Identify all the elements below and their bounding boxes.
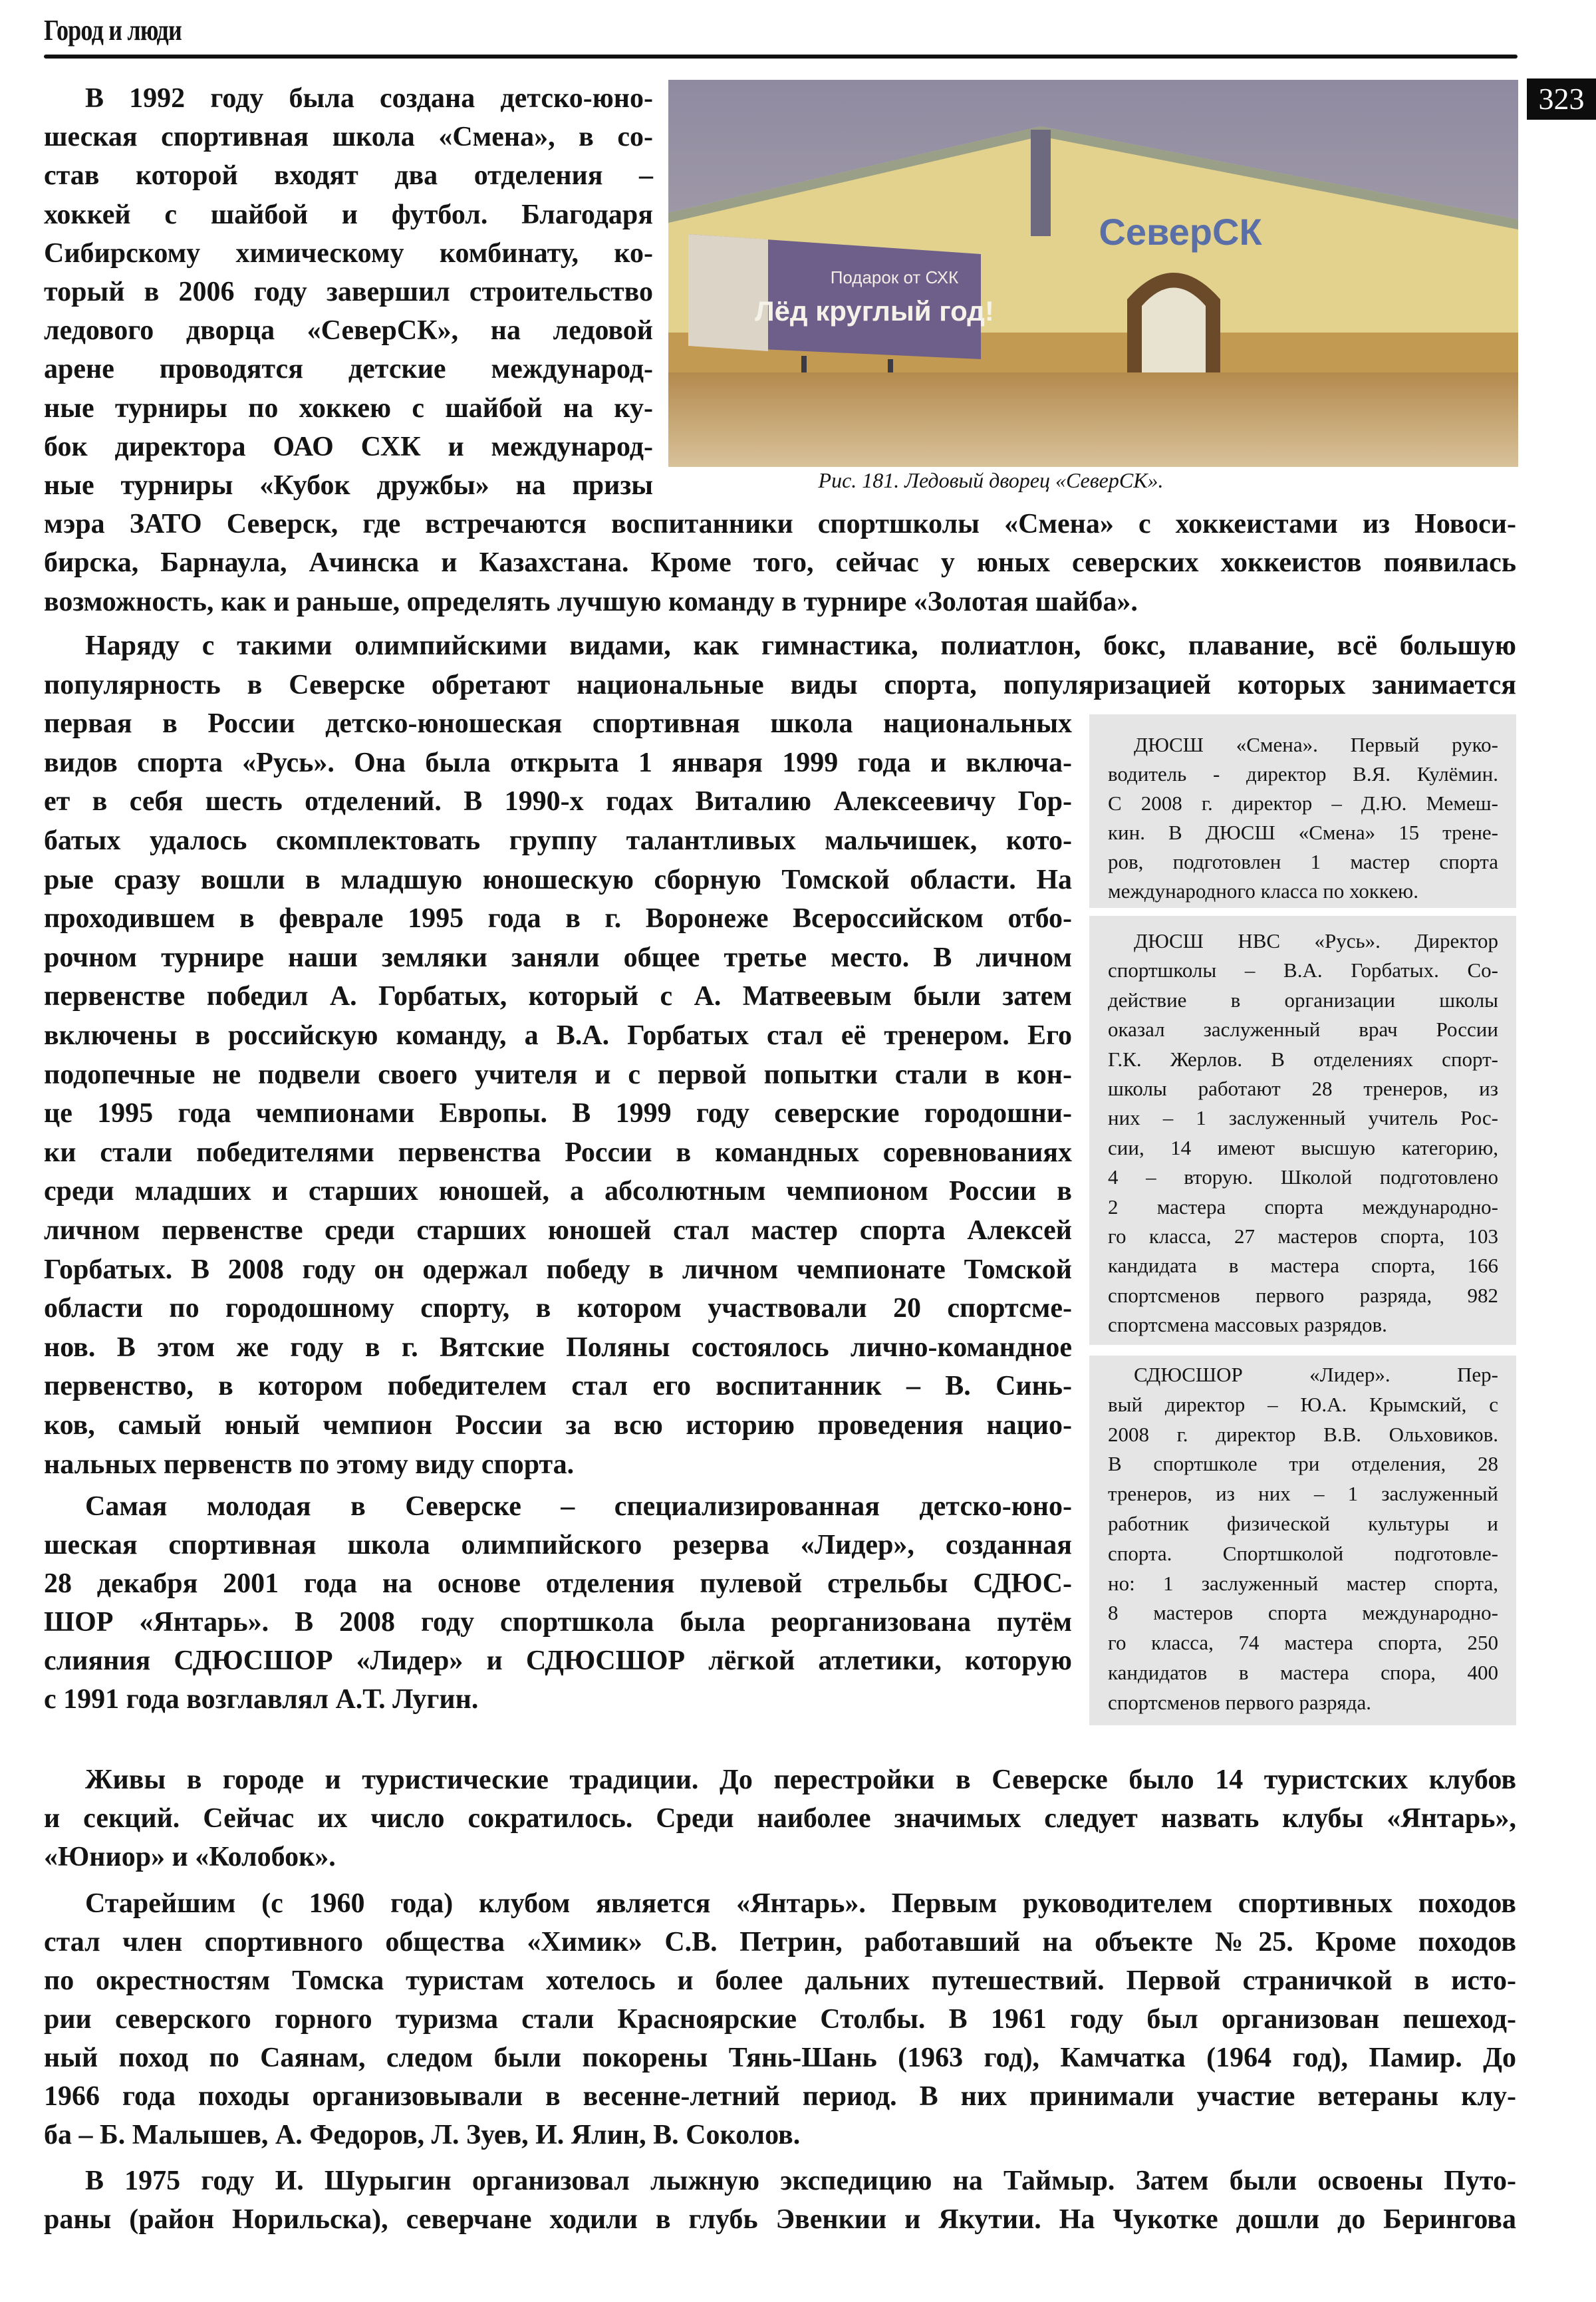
paragraph-line: первенстве победил А. Горбатых, который с А. Матвеевым были затем xyxy=(44,981,1072,1012)
sidebar-note-line: спортсмена массовых разрядов. xyxy=(1108,1313,1387,1337)
paragraph-line: видов спорта «Русь». Она была открыта 1 января 1999 года и включа- xyxy=(44,747,1072,778)
paragraph-line: ба – Б. Малышев, А. Федоров, Л. Зуев, И. Ялин, В. Соколов. xyxy=(44,2120,801,2150)
sidebar-note-line: спортсменов первого разряда, 982 xyxy=(1108,1283,1498,1307)
ice-palace-photo xyxy=(668,80,1518,467)
paragraph-line: Старейшим (с 1960 года) клубом является «Янтарь». Первым руководителем спортивных походов xyxy=(85,1888,1516,1919)
paragraph-line: нальных первенств по этому виду спорта. xyxy=(44,1449,575,1480)
sidebar-note-line: них – 1 заслуженный учитель Рос- xyxy=(1108,1106,1498,1130)
paragraph-line: В 1992 году была создана детско-юно- xyxy=(85,83,653,114)
paragraph-line: бирска, Барнаула, Ачинска и Казахстана. Кроме того, сейчас у юных северских хоккеистов появилась xyxy=(44,547,1516,579)
paragraph-line: Наряду с такими олимпийскими видами, как гимнастика, полиатлон, бокс, плавание, всё большую xyxy=(85,631,1516,661)
sidebar-note-line: сии, 14 имеют высшую категорию, xyxy=(1108,1135,1498,1159)
sidebar-note-line: водитель - директор В.Я. Кулёмин. xyxy=(1108,762,1498,786)
paragraph-line: шеская спортивная школа «Смена», в со- xyxy=(44,122,653,153)
sidebar-note-line: действие в организации школы xyxy=(1108,988,1498,1012)
sidebar-note-line: С 2008 г. директор – Д.Ю. Мемеш- xyxy=(1108,791,1498,815)
sidebar-note-line: кандидатов в мастера спора, 400 xyxy=(1108,1661,1498,1684)
paragraph-line: ный поход по Саянам, следом были покорены Тянь-Шань (1963 год), Камчатка (1964 год), Памир. До xyxy=(44,2043,1516,2073)
paragraph-line: включены в российскую команду, а В.А. Горбатых стал её тренером. Его xyxy=(44,1020,1072,1051)
paragraph-line: области по городошному спорту, в котором участвовали 20 спортсме- xyxy=(44,1293,1072,1324)
sidebar-note-line: В спортшколе три отделения, 28 xyxy=(1108,1452,1498,1476)
paragraph-line: арене проводятся детские международ- xyxy=(44,354,653,385)
sidebar-note-line: ДЮСШ НВС «Русь». Директор xyxy=(1134,929,1498,952)
paragraph-line: хоккей с шайбой и футбол. Благодаря xyxy=(44,199,653,230)
sidebar-note-line: кин. В ДЮСШ «Смена» 15 трене- xyxy=(1108,821,1498,844)
paragraph-line: рочном турнире наши земляки заняли общее третье место. В личном xyxy=(44,942,1072,973)
paragraph-line: батых удалось скомплектовать группу талантливых мальчишек, кото- xyxy=(44,825,1072,856)
paragraph-line: по окрестностям Томска туристам хотелось и более дальних путешествий. Первой страничкой в исто- xyxy=(44,1965,1516,1996)
paragraph-line: В 1975 году И. Шурыгин организовал лыжную экспедицию на Таймыр. Затем были освоены Путо- xyxy=(85,2166,1516,2196)
sidebar-note-line: кандидата в мастера спорта, 166 xyxy=(1108,1254,1498,1278)
paragraph-line: раны (район Норильска), северчане ходили в глубь Эвенкии и Якутии. На Чукотке дошли до Берингова xyxy=(44,2204,1516,2235)
page-number: 323 xyxy=(1527,78,1596,120)
sidebar-note-line: го класса, 74 мастера спорта, 250 xyxy=(1108,1631,1498,1655)
paragraph-line: нов. В этом же году в г. Вятские Поляны состоялось лично-командное xyxy=(44,1332,1072,1363)
paragraph-line: ледового дворца «СеверСК», на ледовой xyxy=(44,315,653,347)
figure-caption: Рис. 181. Ледовый дворец «СеверСК». xyxy=(818,468,1164,492)
paragraph-line: ные турниры по хоккею с шайбой на ку- xyxy=(44,392,653,424)
sidebar-note-line: оказал заслуженный врач России xyxy=(1108,1018,1498,1042)
sidebar-note-line: СДЮСШОР «Лидер». Пер- xyxy=(1134,1363,1498,1386)
sidebar-note-line: 2008 г. директор В.В. Ольховиков. xyxy=(1108,1422,1498,1446)
paragraph-line: популярность в Северске обретают национальные виды спорта, популяризацией которых занимается xyxy=(44,669,1516,700)
paragraph-line: 28 декабря 2001 года на основе отделения пулевой стрельбы СДЮС- xyxy=(44,1568,1072,1599)
billboard-main-text: Лёд круглый год! xyxy=(755,295,994,327)
sidebar-note-line: школы работают 28 тренеров, из xyxy=(1108,1077,1498,1100)
paragraph-line: Живы в городе и туристические традиции. До перестройки в Северске было 14 туристских клубов xyxy=(85,1765,1516,1795)
paragraph-line: бок директора ОАО СХК и международ- xyxy=(44,431,653,462)
sidebar-note-line: ДЮСШ «Смена». Первый руко- xyxy=(1134,733,1498,756)
sidebar-note-line: спортсменов первого разряда. xyxy=(1108,1690,1371,1714)
paragraph-line: Самая молодая в Северске – специализированная детско-юно- xyxy=(85,1491,1072,1522)
paragraph-line: Сибирскому химическому комбинату, ко- xyxy=(44,237,653,269)
sidebar-note-line: международного класса по хоккею. xyxy=(1108,879,1418,903)
paragraph-line: рые сразу вошли в младшую юношескую сборную Томской области. На xyxy=(44,864,1072,895)
sidebar-note-box xyxy=(1089,916,1516,1345)
sidebar-note-line: спортшколы – В.А. Горбатых. Со- xyxy=(1108,958,1498,982)
paragraph-line: с 1991 года возглавлял А.Т. Лугин. xyxy=(44,1684,479,1715)
paragraph-line: Горбатых. В 2008 году он одержал победу в личном чемпионате Томской xyxy=(44,1254,1072,1285)
sidebar-note-line: 8 мастеров спорта международно- xyxy=(1108,1601,1498,1625)
header-rule xyxy=(44,55,1518,59)
paragraph-line: ков, самый юный чемпион России за всю историю проведения нацио- xyxy=(44,1410,1072,1441)
paragraph-line: и секций. Сейчас их число сократилось. Среди наиболее значимых следует назвать клубы «Янтарь», xyxy=(44,1803,1516,1834)
paragraph-line: среди младших и старших юношей, а абсолютным чемпионом России в xyxy=(44,1176,1072,1207)
sidebar-note-box xyxy=(1089,1356,1516,1725)
sidebar-note-box xyxy=(1089,714,1516,908)
paragraph-line: ет в себя шесть отделений. В 1990-х годах Виталию Алексеевичу Гор- xyxy=(44,786,1072,817)
paragraph-line: первая в России детско-юношеская спортивная школа национальных xyxy=(44,708,1072,740)
sidebar-note-line: но: 1 заслуженный мастер спорта, xyxy=(1108,1571,1498,1595)
paragraph-line: це 1995 года чемпионами Европы. В 1999 году северские городошни- xyxy=(44,1098,1072,1129)
building-logo-text: СеверСК xyxy=(1099,211,1262,253)
paragraph-line: личном первенстве среди старших юношей стал мастер спорта Алексей xyxy=(44,1215,1072,1246)
sidebar-note-line: ров, подготовлен 1 мастер спорта xyxy=(1108,850,1498,873)
paragraph-line: проходившем в феврале 1995 года в г. Воронеже Всероссийском отбо- xyxy=(44,903,1072,935)
sidebar-note-line: тренеров, из них – 1 заслуженный xyxy=(1108,1482,1498,1506)
billboard-top-text: Подарок от СХК xyxy=(830,267,959,287)
paragraph-line: слияния СДЮСШОР «Лидер» и СДЮСШОР лёгкой атлетики, которую xyxy=(44,1646,1072,1676)
paragraph-line: шеская спортивная школа олимпийского резерва «Лидер», созданная xyxy=(44,1530,1072,1560)
sidebar-note-line: работник физической культуры и xyxy=(1108,1512,1498,1535)
paragraph-line: став которой входят два отделения – xyxy=(44,160,653,192)
paragraph-line: 1966 года походы организовывали в весенне-летний период. В них принимали участие ветераны клу- xyxy=(44,2081,1516,2112)
sidebar-note-line: Г.К. Жерлов. В отделениях спорт- xyxy=(1108,1047,1498,1071)
paragraph-line: подопечные не подвели своего учителя и с первой попытки стали в кон- xyxy=(44,1059,1072,1090)
sidebar-note-line: го класса, 27 мастеров спорта, 103 xyxy=(1108,1224,1498,1248)
sidebar-note-line: вый директор – Ю.А. Крымский, с xyxy=(1108,1392,1498,1416)
paragraph-line: первенство, в котором победителем стал его воспитанник – В. Синь- xyxy=(44,1371,1072,1402)
paragraph-line: стал член спортивного общества «Химик» С.В. Петрин, работавший на объекте №25. Кроме походов xyxy=(44,1927,1516,1957)
paragraph-line: ки стали победителями первенства России в командных соревнованиях xyxy=(44,1137,1072,1168)
sidebar-note-line: 2 мастера спорта международно- xyxy=(1108,1195,1498,1219)
paragraph-line: «Юниор» и «Колобок». xyxy=(44,1842,336,1872)
paragraph-line: ные турниры «Кубок дружбы» на призы xyxy=(44,470,653,501)
paragraph-line: рии северского горного туризма стали Красноярские Столбы. В 1961 году был организован пешеход- xyxy=(44,2004,1516,2035)
section-title: Город и люди xyxy=(44,14,182,47)
sidebar-note-line: спорта. Спортшколой подготовле- xyxy=(1108,1541,1498,1565)
paragraph-line: возможность, как и раньше, определять лучшую команду в турнире «Золотая шайба». xyxy=(44,586,1138,617)
sidebar-note-line: 4 – вторую. Школой подготовлено xyxy=(1108,1165,1498,1189)
paragraph-line: мэра ЗАТО Северск, где встречаются воспитанники спортшколы «Смена» с хоккеистами из Новоси- xyxy=(44,509,1516,540)
paragraph-line: торый в 2006 году завершил строительство xyxy=(44,277,653,307)
paragraph-line: ШОР «Янтарь». В 2008 году спортшкола была реорганизована путём xyxy=(44,1607,1072,1638)
